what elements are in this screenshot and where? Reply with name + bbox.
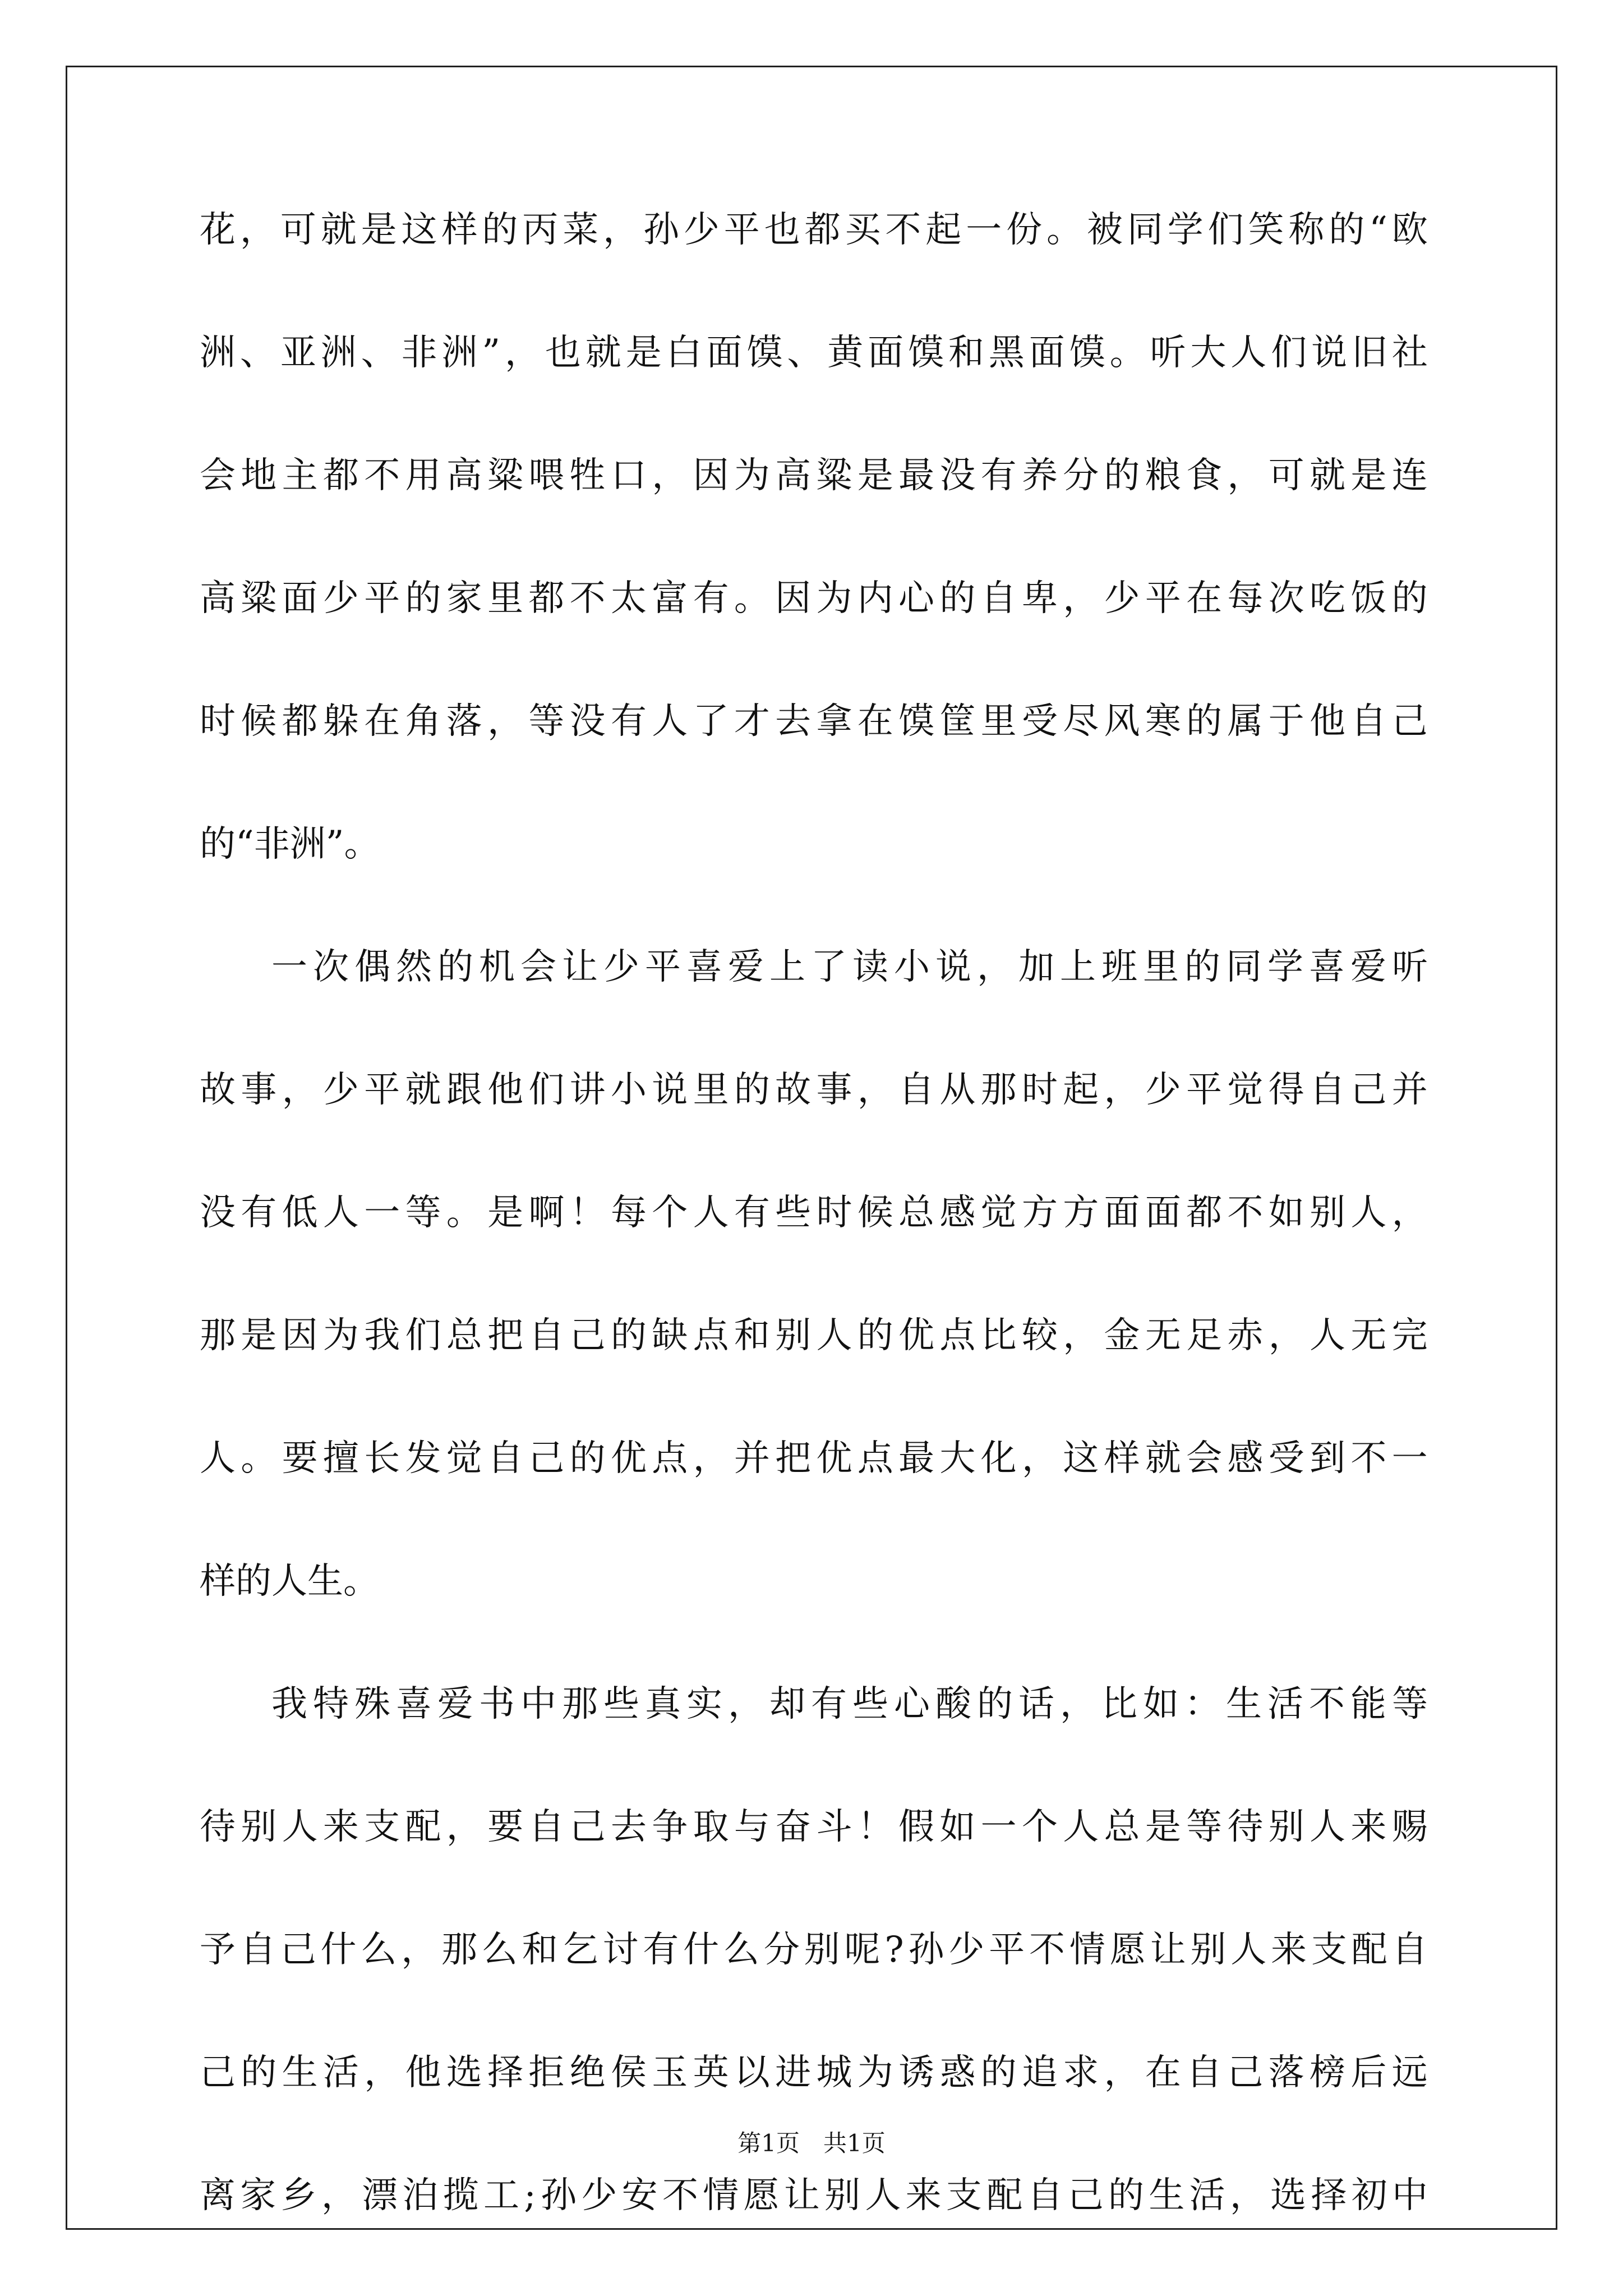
- text-line: 时 候 都 躲 在 角 落 ， 等 没 有 人 了 才 去 拿 在 馍 筐 里 受 尽 风 寒 的 属 于 他 自 己: [200, 701, 1428, 742]
- text-line: 洲 、 亚 洲 、 非 洲 ” ， 也 就 是 白 面 馍 、 黄 面 馍 和 黑 面 馍 。 听 大 人 们 说 旧 社: [200, 332, 1428, 374]
- document-body: [200, 209, 1428, 2216]
- text-line: 的 “ 非 洲 ” 。: [200, 823, 380, 865]
- text-line: 我 特 殊 喜 爱 书 中 那 些 真 实 ， 却 有 些 心 酸 的 话 ， 比 如 ： 生 活 不 能 等: [271, 1683, 1428, 1725]
- text-line: 会 地 主 都 不 用 高 粱 喂 牲 口 ， 因 为 高 粱 是 最 没 有 养 分 的 粮 食 ， 可 就 是 连: [200, 455, 1428, 496]
- text-line: 己 的 生 活 ， 他 选 择 拒 绝 侯 玉 英 以 进 城 为 诱 惑 的 追 求 ， 在 自 己 落 榜 后 远: [200, 2052, 1428, 2093]
- text-line: 待 别 人 来 支 配 ， 要 自 己 去 争 取 与 奋 斗 ！ 假 如 一 个 人 总 是 等 待 别 人 来 赐: [200, 1806, 1428, 1848]
- text-line: 人 。 要 擅 长 发 觉 自 己 的 优 点 ， 并 把 优 点 最 大 化 ， 这 样 就 会 感 受 到 不 一: [200, 1438, 1428, 1479]
- page-footer: 第1页 共1页: [737, 2129, 886, 2157]
- text-line: 高 粱 面 少 平 的 家 里 都 不 太 富 有 。 因 为 内 心 的 自 卑 ， 少 平 在 每 次 吃 饭 的: [200, 578, 1428, 619]
- text-line: 离 家 乡 ， 漂 泊 揽 工 ; 孙 少 安 不 情 愿 让 别 人 来 支 配 自 己 的 生 活 ， 选 择 初 中: [200, 2175, 1428, 2216]
- text-line: 故 事 ， 少 平 就 跟 他 们 讲 小 说 里 的 故 事 ， 自 从 那 时 起 ， 少 平 觉 得 自 己 并: [200, 1069, 1428, 1111]
- text-line: 那 是 因 为 我 们 总 把 自 己 的 缺 点 和 别 人 的 优 点 比 较 ， 金 无 足 赤 ， 人 无 完: [200, 1315, 1428, 1356]
- text-line: 花 ， 可 就 是 这 样 的 丙 菜 ， 孙 少 平 也 都 买 不 起 一 份 。 被 同 学 们 笑 称 的 “ 欧: [200, 209, 1428, 251]
- text-line: 样 的 人 生 。: [200, 1561, 379, 1602]
- text-line: 一 次 偶 然 的 机 会 让 少 平 喜 爱 上 了 读 小 说 ， 加 上 班 里 的 同 学 喜 爱 听: [271, 946, 1428, 988]
- text-line: 没 有 低 人 一 等 。 是 啊 ！ 每 个 人 有 些 时 候 总 感 觉 方 方 面 面 都 不 如 别 人 ，: [200, 1192, 1428, 1234]
- text-line: 予 自 己 什 么 ， 那 么 和 乞 讨 有 什 么 分 别 呢 ? 孙 少 平 不 情 愿 让 别 人 来 支 配 自: [200, 1929, 1428, 1971]
